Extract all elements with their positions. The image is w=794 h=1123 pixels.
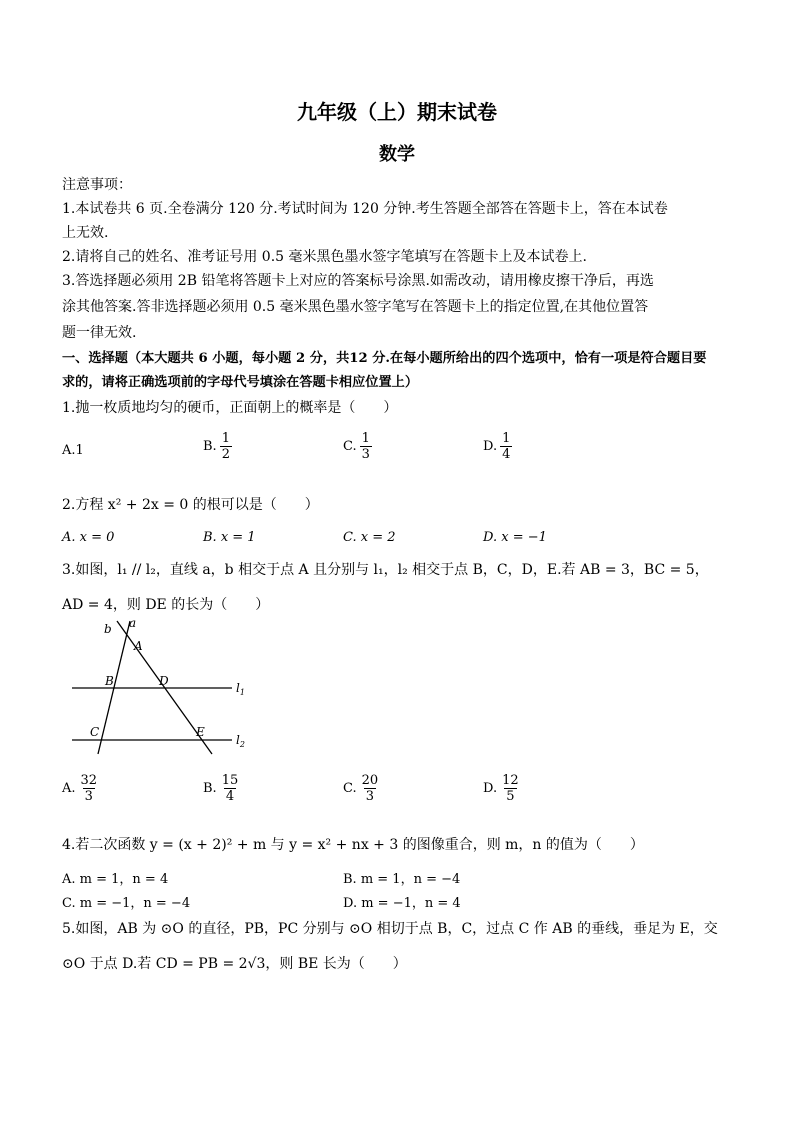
- q5-stem-line-2: ⊙O 于点 D.若 CD = PB = 2√3，则 BE 长为（ ）: [62, 956, 407, 972]
- q1-stem: 1.抛一枚质地均匀的硬币，正面朝上的概率是（ ）: [62, 400, 398, 416]
- label-point-D: D: [159, 674, 169, 688]
- q2-option-a: A. x = 0: [62, 530, 115, 545]
- label-point-C: C: [90, 725, 100, 739]
- q4-option-a: A. m = 1，n = 4: [62, 872, 169, 887]
- q1-option-d: D. $\frac{1}{4}$: [483, 431, 511, 462]
- q1-option-a: A.1: [62, 443, 84, 458]
- notice-line-6: 题一律无效.: [62, 325, 137, 341]
- section-heading-line-2: 求的，请将正确选项前的字母代号填涂在答题卡相应位置上）: [62, 375, 419, 390]
- q3-option-d: D. $\frac{12}{5}$: [483, 773, 519, 804]
- notice-line-1: 1.本试卷共 6 页.全卷满分 120 分.考试时间为 120 分钟.考生答题全部答在答题卡上，答在本试卷: [62, 201, 668, 217]
- q4-option-b: B. m = 1，n = −4: [343, 872, 461, 887]
- q3-option-b: B. $\frac{15}{4}$: [203, 773, 239, 804]
- subject-title: 数学: [379, 144, 415, 165]
- label-l2: $l_2$: [236, 733, 245, 749]
- label-a: a: [129, 618, 137, 630]
- q1-option-c: C. $\frac{1}{3}$: [343, 431, 370, 462]
- q2-option-c: C. x = 2: [343, 530, 396, 545]
- label-point-B: B: [105, 674, 114, 688]
- label-point-E: E: [196, 725, 205, 739]
- label-l1: $l_1$: [236, 681, 245, 697]
- notice-line-2: 上无效.: [62, 225, 109, 241]
- section-heading-line-1: 一、选择题（本大题共 6 小题，每小题 2 分，共12 分.在每小题所给出的四个选项中，恰有一项是符合题目要: [62, 351, 707, 366]
- label-point-A: A: [134, 639, 143, 653]
- notice-line-3: 2.请将自己的姓名、准考证号用 0.5 毫米黑色墨水签字笔填写在答题卡上及本试卷上.: [62, 249, 587, 265]
- label-b: b: [104, 622, 112, 636]
- q2-option-b: B. x = 1: [203, 530, 256, 545]
- q3-stem-line-1: 3.如图，l₁ // l₂，直线 a，b 相交于点 A 且分别与 l₁，l₂ 相交于点 B，C，D，E.若 AB = 3，BC = 5，: [62, 562, 709, 578]
- page-title: 九年级（上）期末试卷: [297, 100, 497, 124]
- q4-option-c: C. m = −1，n = −4: [62, 896, 191, 911]
- notice-line-5: 涂其他答案.答非选择题必须用 0.5 毫米黑色墨水签字笔写在答题卡上的指定位置,在其他位置答: [62, 299, 649, 315]
- q1-option-b: B. $\frac{1}{2}$: [203, 431, 230, 462]
- notice-line-4: 3.答选择题必须用 2B 铅笔将答题卡上对应的答案标号涂黑.如需改动，请用橡皮擦干净后，再选: [62, 273, 654, 289]
- q3-stem-line-2: AD = 4，则 DE 的长为（ ）: [62, 597, 270, 613]
- q3-option-a: A. $\frac{32}{3}$: [62, 773, 98, 804]
- q2-option-d: D. x = −1: [483, 530, 547, 545]
- q3-parallel-lines-figure: [62, 618, 262, 758]
- q3-option-c: C. $\frac{20}{3}$: [343, 773, 379, 804]
- q4-stem: 4.若二次函数 y = (x + 2)² + m 与 y = x² + nx + 3 的图像重合，则 m，n 的值为（ ）: [62, 837, 644, 853]
- q4-option-d: D. m = −1，n = 4: [343, 896, 461, 911]
- q2-stem: 2.方程 x² + 2x = 0 的根可以是（ ）: [62, 497, 319, 513]
- notice-heading: 注意事项：: [62, 177, 132, 193]
- q5-stem-line-1: 5.如图，AB 为 ⊙O 的直径，PB，PC 分别与 ⊙O 相切于点 B，C，过点 C 作 AB 的垂线，垂足为 E，交: [62, 921, 718, 937]
